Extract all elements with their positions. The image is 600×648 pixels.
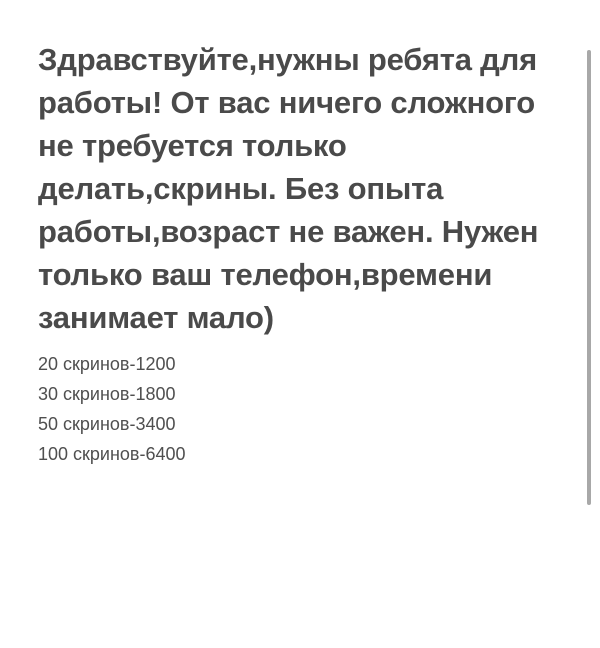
headline-text: Здравствуйте,нужны ребята для работы! От вас ничего сложного не требуется только делать,скрины. Без опыта работы,возраст не важен. Нужен только ваш телефон,времени занимает мало) [38, 42, 539, 335]
list-item: 100 скринов-6400 [38, 444, 186, 464]
price-list [38, 349, 558, 469]
list-item: 30 скринов-1800 [38, 384, 176, 404]
list-item: 50 скринов-3400 [38, 414, 176, 434]
list-item: 20 скринов-1200 [38, 354, 176, 374]
text-content [38, 38, 558, 469]
scrollbar-thumb[interactable] [587, 50, 591, 505]
